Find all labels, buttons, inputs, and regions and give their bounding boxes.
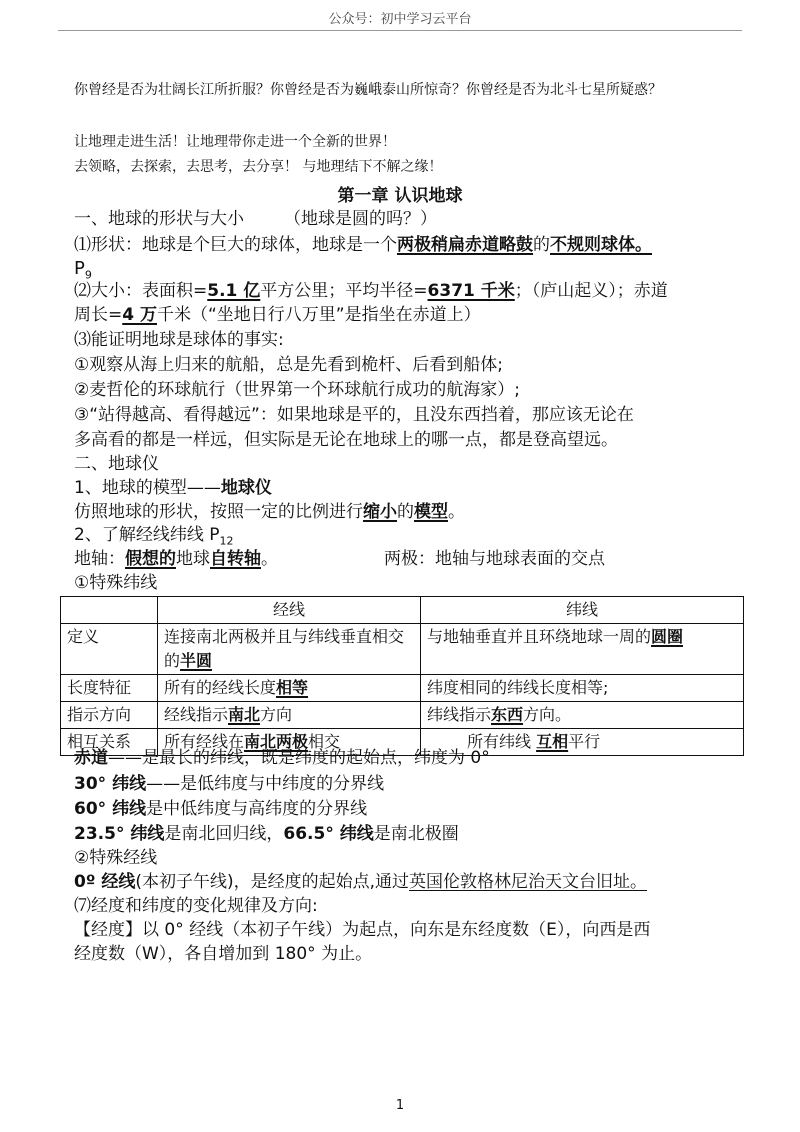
table-header-row [61, 597, 744, 624]
equator-tail: ——是最长的纬线，既是纬度的起始点，纬度为 0° [108, 748, 490, 768]
cell-key: 南北 [228, 705, 261, 724]
lat-60-key: 60° 纬线 [74, 799, 147, 819]
table-cell [421, 624, 744, 675]
lat-665-tail: 是南北极圈 [373, 824, 459, 844]
size-prefix: ⑵大小：表面积= [74, 281, 208, 301]
cell-text: 连接南北两极并且与纬线垂直相交的 [164, 627, 405, 670]
cell-text: 方向 [260, 705, 293, 724]
lines-page-no: 12 [219, 534, 234, 548]
row-label: 定义 [61, 624, 158, 675]
page-number: 1 [395, 1098, 405, 1113]
desc-tail: 。 [448, 502, 465, 522]
size2-prefix: 周长= [74, 305, 123, 325]
shape-key-1: 两极稍扁赤道略鼓 [397, 235, 533, 255]
shape-text: ⑴形状：地球是个巨大的球体，地球是一个 [74, 235, 397, 255]
model-key: 地球仪 [220, 478, 272, 498]
lat-tropics-line [74, 821, 459, 847]
lat-30-key: 30° 纬线 [74, 774, 147, 794]
axis-tail: 。 [261, 549, 278, 569]
section-1-heading: 一、地球的形状与大小 [74, 209, 244, 229]
cell-key: 互相 [536, 732, 569, 751]
special-lon-title: ②特殊经线 [74, 848, 158, 868]
header-divider [58, 30, 742, 31]
table-row [61, 675, 744, 702]
shape-key-2: 不规则球体。 [550, 235, 652, 255]
lat-235-mid: 是南北回归线， [164, 824, 284, 844]
section-1-note: （地球是圆的吗？） [284, 209, 437, 229]
table-cell [158, 624, 421, 675]
prime-meridian-line [74, 869, 647, 895]
desc-key-1: 缩小 [363, 502, 397, 522]
proof-1: ①观察从海上归来的航船，总是先看到桅杆、后看到船体; [74, 355, 503, 375]
table-cell [158, 675, 421, 702]
axis-key-2: 自转轴 [210, 549, 261, 569]
axis-key-1: 假想的 [125, 549, 176, 569]
size-tail: ；（庐山起义）；赤道 [514, 281, 668, 301]
proof-3b: 多高看的都是一样远，但实际是无论在地球上的哪一点，都是登高望远。 [74, 430, 618, 450]
longitude-b: 经度数（W），各自增加到 180° 为止。 [74, 944, 373, 964]
lat-235-key: 23.5° 纬线 [74, 824, 165, 844]
cell-key: 半圆 [180, 651, 213, 670]
model-prefix: 1、地球的模型—— [74, 478, 221, 498]
desc-prefix: 仿照地球的形状，按照一定的比例进行 [74, 502, 363, 522]
size2-key: 4 万 [122, 305, 157, 325]
proof-title: ⑶能证明地球是球体的事实: [74, 330, 284, 350]
chapter-title: 第一章 认识地球 [337, 186, 463, 206]
section-2-title: 二、地球仪 [74, 454, 159, 474]
cell-key: 东西 [491, 705, 524, 724]
table-cell [421, 702, 744, 729]
page-ref-p: P [74, 258, 85, 279]
cell-key: 南北两极 [244, 732, 309, 751]
size-mid: 平方公里；平均半径= [260, 281, 428, 301]
row-label: 相互关系 [61, 729, 158, 756]
prime-key: 0º 经线 [74, 872, 136, 892]
cell-text: 所有经线在 [164, 732, 245, 751]
intro-line-3: 去领略，去探索，去思考，去分享！ 与地理结下不解之缘！ [74, 159, 443, 175]
row-label: 指示方向 [61, 702, 158, 729]
lines-title-text: 2、了解经线纬线 P [74, 525, 220, 545]
table-header-cell: 纬线 [421, 597, 744, 624]
table-header-cell [61, 597, 158, 624]
page-ref-no: 9 [84, 268, 92, 282]
desc-key-2: 模型 [414, 502, 448, 522]
page-header: 公众号：初中学习云平台 [328, 12, 472, 27]
prime-underline: 英国伦敦格林尼治天文台旧址。 [409, 872, 648, 892]
size-line-2 [74, 302, 481, 328]
table-cell [158, 702, 421, 729]
prime-mid: (本初子午线)，是经度的起始点,通过 [135, 872, 410, 892]
axis-prefix: 地轴： [74, 549, 125, 569]
special-lat-title: ①特殊纬线 [74, 573, 158, 593]
lat-60-tail: 是中低纬度与高纬度的分界线 [146, 799, 368, 819]
table-cell [421, 675, 744, 702]
proof-2: ②麦哲伦的环球航行（世界第一个环球航行成功的航海家）; [74, 380, 520, 400]
change-title: ⑺经度和纬度的变化规律及方向: [74, 896, 318, 916]
intro-line-2: 让地理走进生活！让地理带你走进一个全新的世界！ [74, 134, 396, 150]
cell-text: 所有的经线长度 [164, 678, 277, 697]
cell-text: 纬线指示 [427, 705, 492, 724]
cell-key: 圆圈 [651, 627, 684, 646]
equator-key: 赤道 [74, 748, 108, 768]
meridian-parallel-table [60, 596, 744, 756]
axis-mid: 地球 [176, 549, 210, 569]
lat-60-line [74, 796, 367, 822]
row-label: 长度特征 [61, 675, 158, 702]
lat-30-line [74, 771, 384, 797]
shape-line [74, 232, 652, 258]
cell-text: 平行 [568, 732, 601, 751]
lat-30-tail: ——是低纬度与中纬度的分界线 [146, 774, 385, 794]
table-row [61, 624, 744, 675]
section-1-title [74, 206, 437, 232]
size-area: 5.1 亿 [207, 281, 261, 301]
equator-line [74, 745, 490, 771]
longitude-a: 【经度】以 0° 经线（本初子午线）为起点，向东是东经度数（E），向西是西 [74, 920, 651, 940]
proof-3a: ③“站得越高、看得越远”：如果地球是平的，且没东西挡着，那应该无论在 [74, 405, 634, 425]
cell-key: 相等 [276, 678, 309, 697]
cell-text: 方向。 [523, 705, 572, 724]
cell-text: 纬度相同的纬线长度相等; [427, 678, 609, 697]
cell-text: 所有纬线 [467, 732, 537, 751]
cell-text: 与地轴垂直并且环绕地球一周的 [427, 627, 652, 646]
axis-line [74, 546, 278, 572]
table-header-cell: 经线 [158, 597, 421, 624]
size-line-1 [74, 278, 668, 304]
desc-mid: 的 [397, 502, 414, 522]
lat-665-key: 66.5° 纬线 [283, 824, 374, 844]
intro-line-1: 你曾经是否为壮阔长江所折服？你曾经是否为巍峨泰山所惊奇？你曾经是否为北斗七星所疑惑？ [74, 82, 662, 98]
model-line [74, 475, 272, 501]
size-radius: 6371 千米 [427, 281, 515, 301]
table-row [61, 702, 744, 729]
shape-mid: 的 [533, 235, 550, 255]
cell-text: 相交 [308, 732, 341, 751]
cell-text: 经线指示 [164, 705, 229, 724]
poles-line: 两极：地轴与地球表面的交点 [384, 549, 605, 569]
size2-tail: 千米（“坐地日行八万里”是指坐在赤道上） [157, 305, 481, 325]
